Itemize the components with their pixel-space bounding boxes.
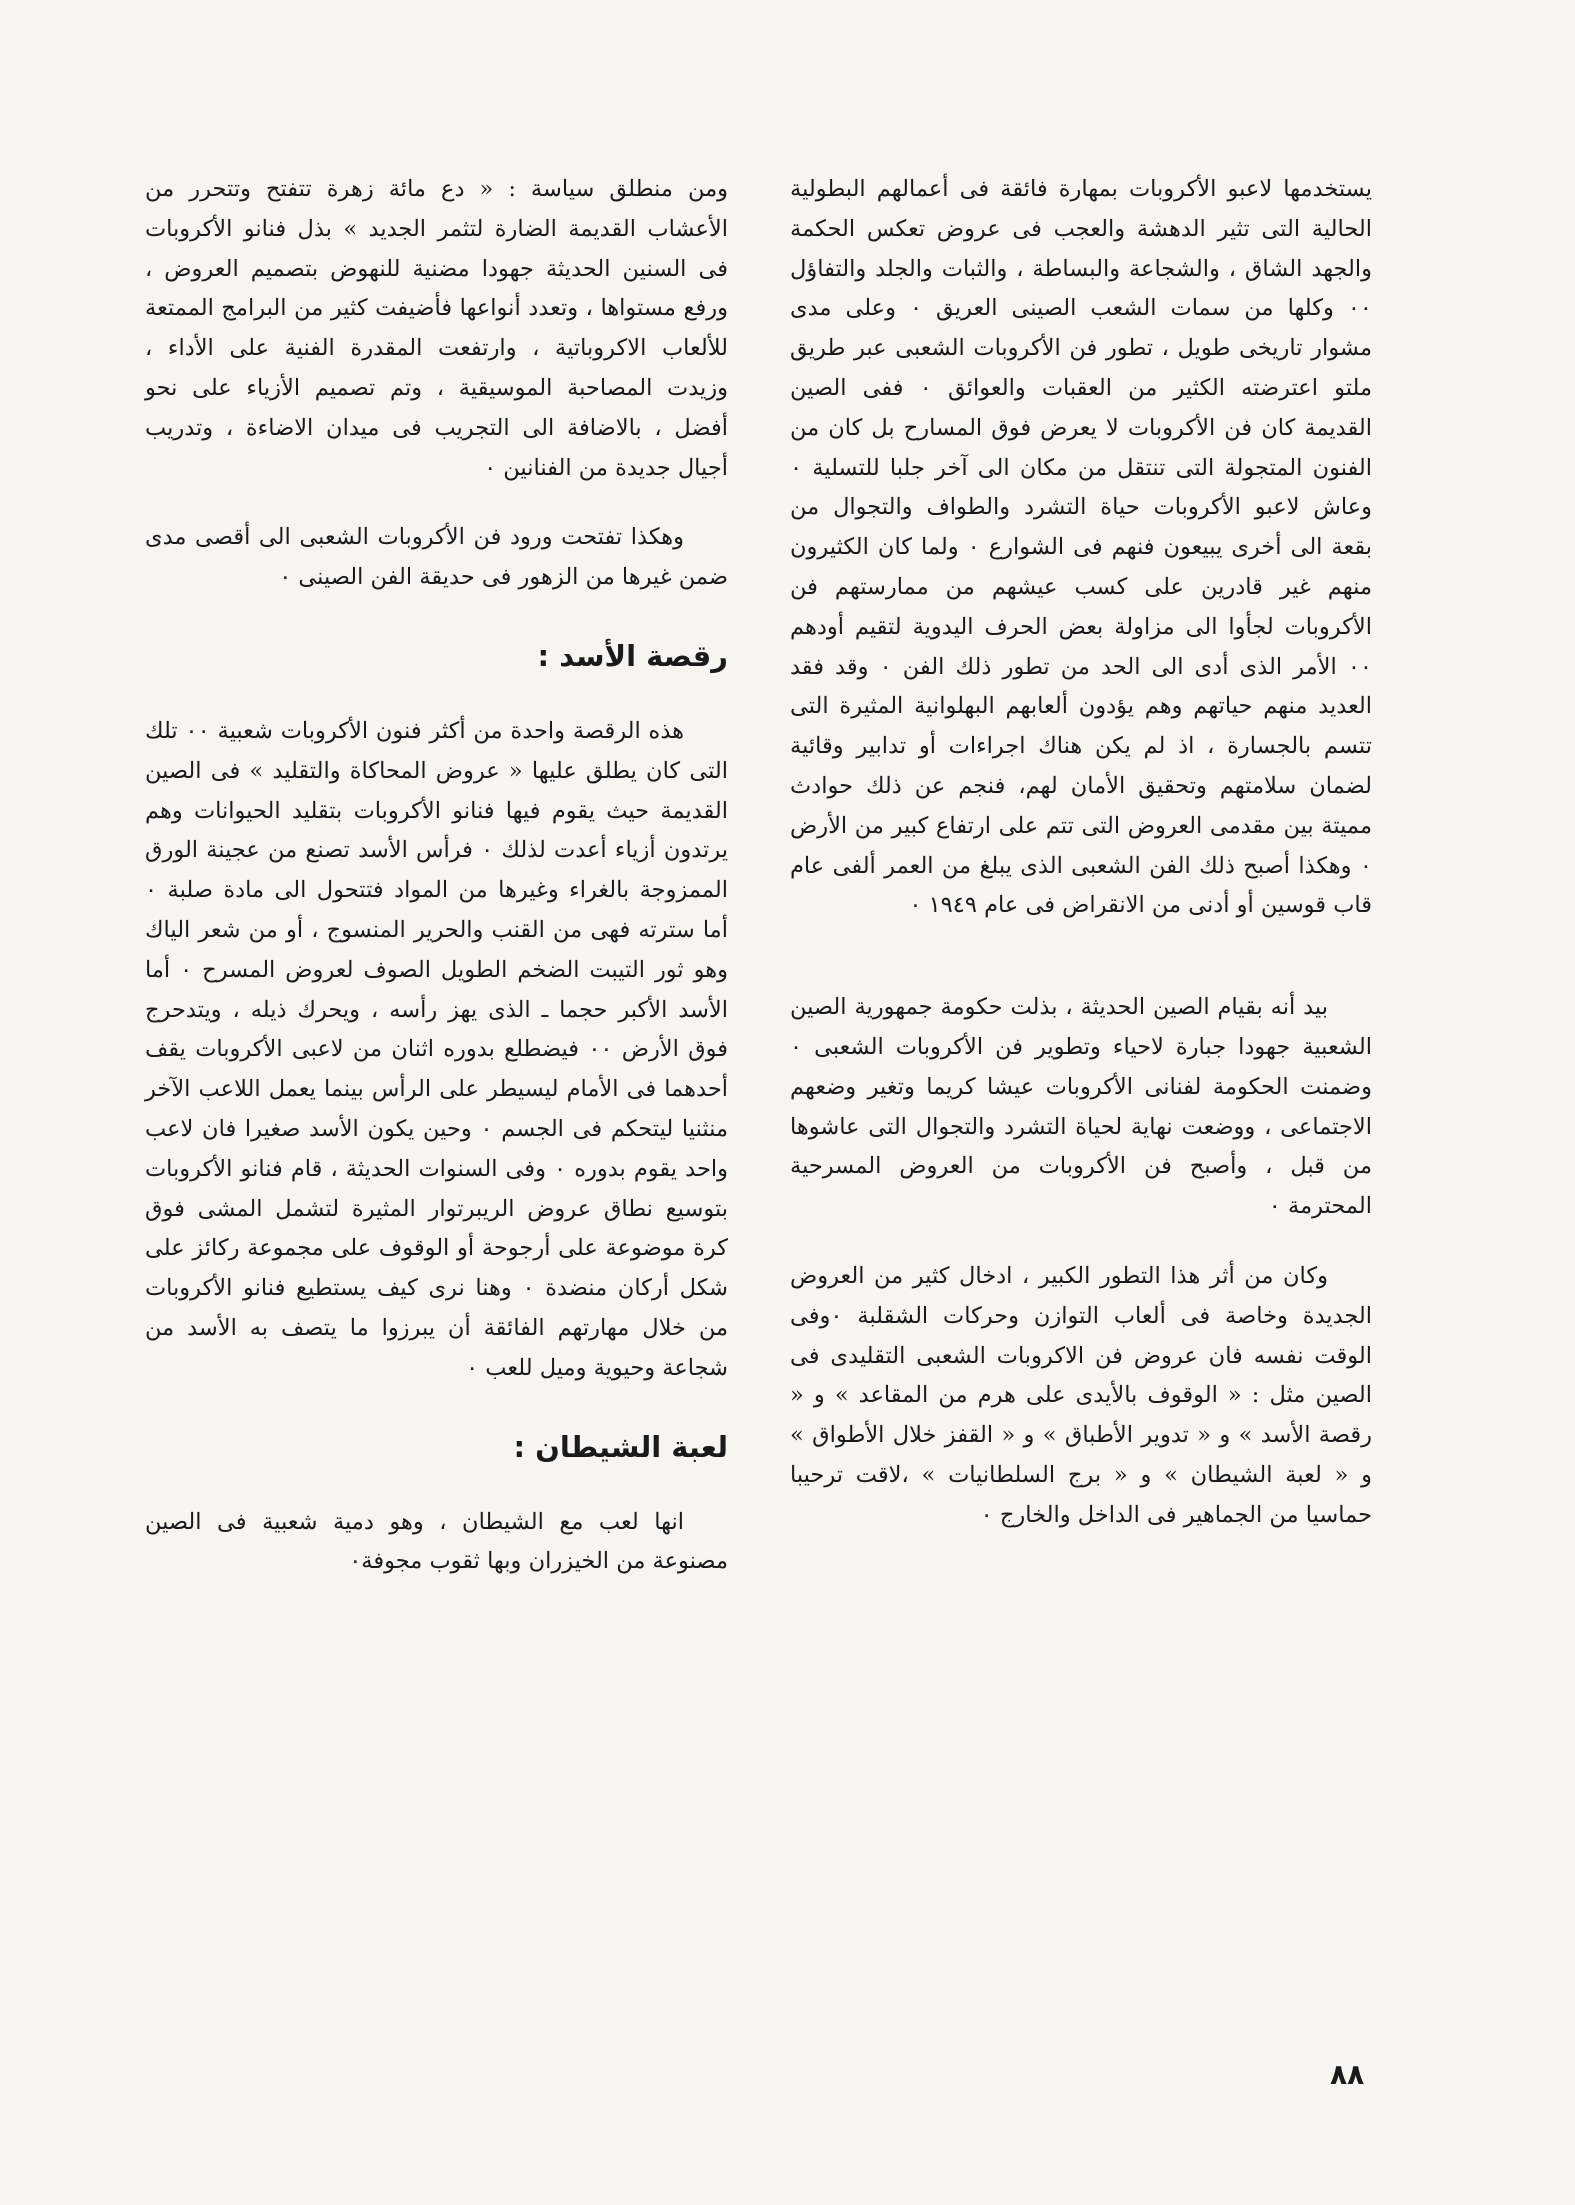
left-paragraph-2: وهكذا تفتحت ورود فن الأكروبات الشعبى الى أقصى مدى ضمن غيرها من الزهور فى حديقة الفن الصينى ٠ (145, 524, 728, 591)
left-paragraph-4: انها لعب مع الشيطان ، وهو دمية شعبية فى الصين مصنوعة من الخيزران وبها ثقوب مجوفة٠ (145, 1508, 728, 1575)
page-number: ٨٨ (1330, 2058, 1365, 2091)
section-heading-lion-dance: رقصة الأسد : (537, 638, 728, 673)
right-paragraph-1: يستخدمها لاعبو الأكروبات بمهارة فائقة فى أعمالهم البطولية الحالية التى تثير الدهشة والعجب فى عروض تعكس الحكمة والجهد الشاق ، والشجاعة والبساطة ، والثبات والجلد والتفاؤل ٠٠ وكلها من سمات الشعب الصينى العريق ٠ وعلى مدى مشوار تاريخى طويل ، تطور فن الأكروبات الشعبى عبر طريق ملتو اعترضته الكثير من العقبات والعوائق ٠ ففى الصين القديمة كان فن الأكروبات لا يعرض فوق المسارح بل كان من الفنون المتجولة التى تنتقل من مكان الى آخر جلبا للتسلية ٠ وعاش لاعبو الأكروبات حياة التشرد والطواف والتجوال من بقعة الى أخرى يبيعون فنهم فى الشوارع ٠ ولما كان الكثيرون منهم غير قادرين على كسب عيشهم من ممارستهم فن الأكروبات لجأوا الى مزاولة بعض الحرف اليدوية لتقيم أودهم ٠٠ الأمر الذى أدى الى الحد من تطور ذلك الفن ٠ وقد فقد العديد منهم حياتهم وهم يؤدون ألعابهم البهلوانية المثيرة التى تتسم بالجسارة ، اذ لم يكن هناك اجراءات أو تدابير وقائية لضمان سلامتهم وتحقيق الأمان لهم، فنجم عن ذلك حوادث مميتة بين مقدمى العروض التى تتم على ارتفاع كبير من الأرض ٠ وهكذا أصبح ذلك الفن الشعبى الذى يبلغ من العمر ألفى عام قاب قوسين أو أدنى من الانقراض فى عام ١٩٤٩ ٠ (790, 176, 1373, 919)
left-paragraph-1: ومن منطلق سياسة : « دع مائة زهرة تتفتح وتتحرر من الأعشاب القديمة الضارة لتثمر الجديد » بذل فنانو الأكروبات فى السنين الحديثة جهودا مضنية للنهوض بتصميم العروض ، ورفع مستواها ، وتعدد أنواعها فأضيفت كثير من البرامج الممتعة للألعاب الاكروباتية ، وارتفعت المقدرة الفنية على الأداء ، وزيدت المصاحبة الموسيقية ، وتم تصميم الأزياء على نحو أفضل ، بالاضافة الى التجريب فى ميدان الاضاءة ، وتدريب أجيال جديدة من الفنانين ٠ (145, 176, 728, 481)
right-paragraph-2: بيد أنه بقيام الصين الحديثة ، بذلت حكومة جمهورية الصين الشعبية جهودا جبارة لاحياء وتطوير فن الأكروبات الشعبى ٠ وضمنت الحكومة لفنانى الأكروبات عيشا كريما وتغير وضعهم الاجتماعى ، ووضعت نهاية لحياة التشرد والتجوال التى عاشوها من قبل ، وأصبح فن الأكروبات من العروض المسرحية المحترمة ٠ (790, 994, 1372, 1220)
left-paragraph-3: هذه الرقصة واحدة من أكثر فنون الأكروبات شعبية ٠٠ تلك التى كان يطلق عليها « عروض المحاكاة والتقليد » فى الصين القديمة حيث يقوم فيها فنانو الأكروبات بتقليد الحيوانات وهم يرتدون أزياء أعدت لذلك ٠ فرأس الأسد تصنع من عجينة الورق الممزوجة بالغراء وغيرها من المواد فتتحول الى مادة صلبة ٠ أما سترته فهى من القنب والحرير المنسوج ، أو من شعر الياك وهو ثور التيبت الضخم الطويل الصوف لعروض المسرح ٠ أما الأسد الأكبر حجما ـ الذى يهز رأسه ، ويحرك ذيله ، ويتدحرج فوق الأرض ٠٠ فيضطلع بدوره اثنان من لاعبى الأكروبات يقف أحدهما فى الأمام ليسيطر على الرأس بينما يعمل اللاعب الآخر منثنيا ليتحكم فى الجسم ٠ وحين يكون الأسد صغيرا فان لاعب واحد يقوم بدوره ٠ وفى السنوات الحديثة ، قام فنانو الأكروبات بتوسيع نطاق عروض الريبرتوار المثيرة لتشمل المشى فوق كرة موضوعة على أرجوحة أو الوقوف على مجموعة ركائز على شكل أركان منضدة ٠ وهنا نرى كيف يستطيع فنانو الأكروبات من خلال مهارتهم الفائقة أن يبرزوا ما يتصف به الأسد من شجاعة وحيوية وميل للعب ٠ (145, 717, 729, 1381)
right-paragraph-3: وكان من أثر هذا التطور الكبير ، ادخال كثير من العروض الجديدة وخاصة فى ألعاب التوازن وحركات الشقلبة ٠وفى الوقت نفسه فان عروض فن الاكروبات الشعبى التقليدى فى الصين مثل : « الوقوف بالأيدى على هرم من المقاعد » و « رقصة الأسد » و « تدوير الأطباق » و « القفز خلال الأطواق » و « لعبة الشيطان » و « برج السلطانيات » ،لاقت ترحيبا حماسيا من الجماهير فى الداخل والخارج ٠ (790, 1262, 1372, 1528)
section-heading-devil-game: لعبة الشيطان : (513, 1429, 728, 1464)
right-column (790, 170, 1372, 1536)
left-column (145, 170, 728, 1582)
